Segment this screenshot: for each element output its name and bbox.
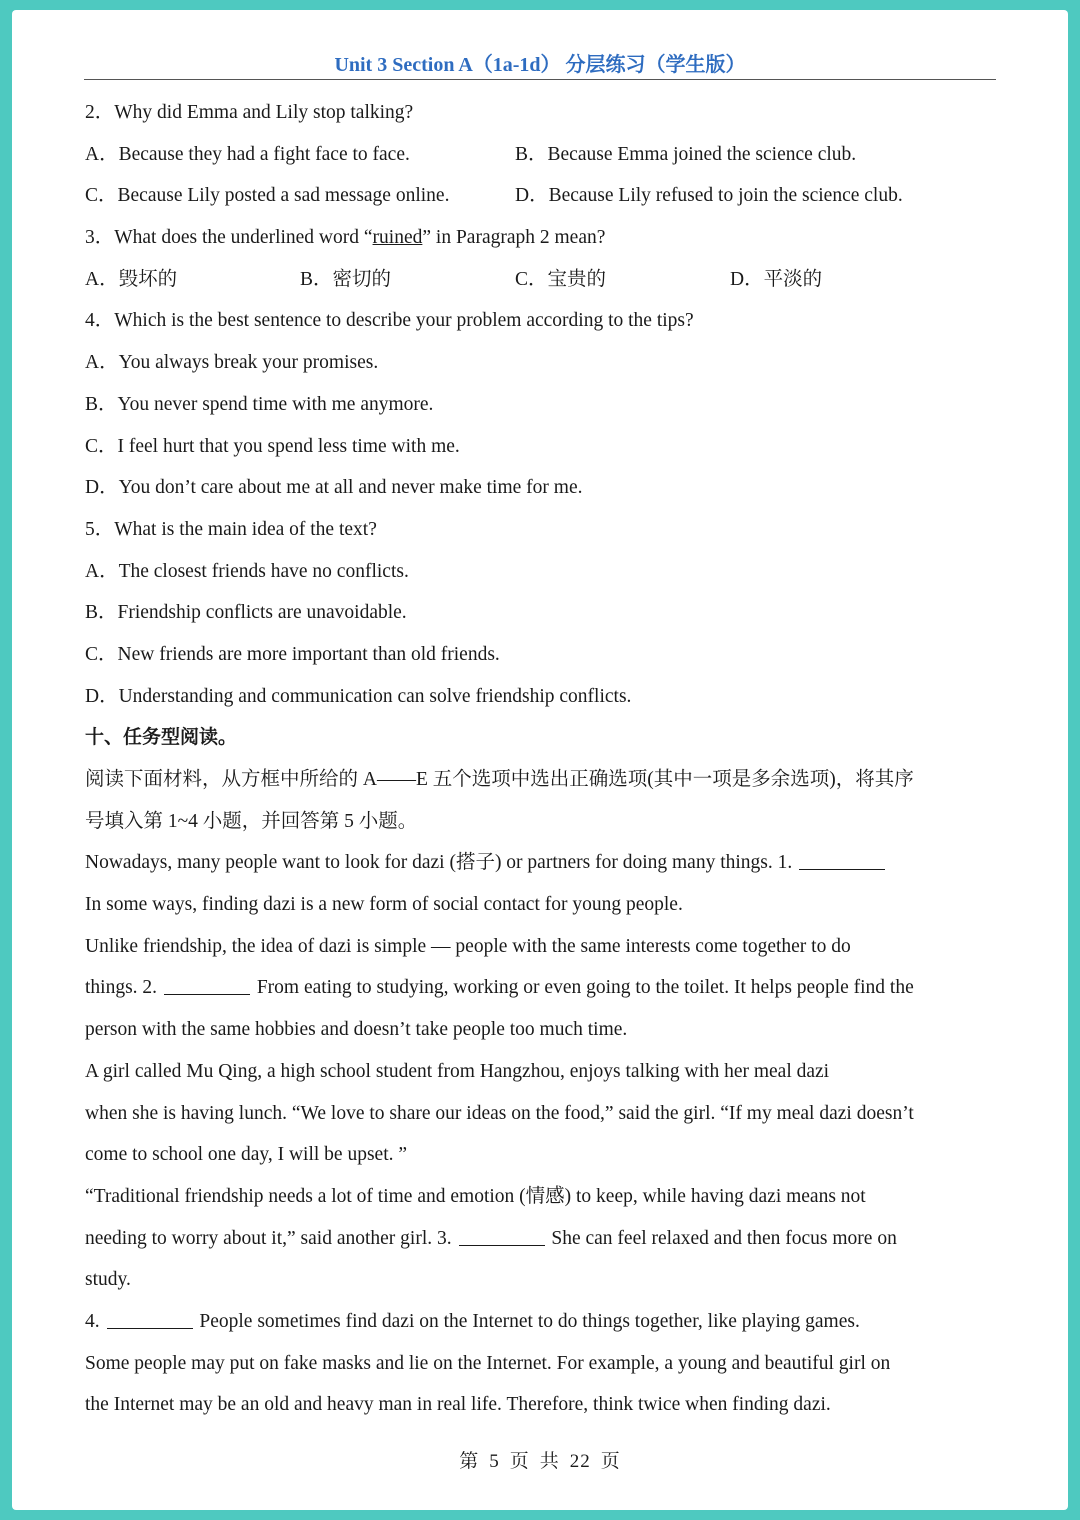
question-2-options-row-1 <box>85 134 995 176</box>
question-2-option-d: D．Because Lily refused to join the science club. <box>515 185 903 207</box>
footer-word: 共 <box>539 1451 560 1472</box>
question-3-option-d: D．平淡的 <box>730 268 823 290</box>
question-2-option-b: B．Because Emma joined the science club. <box>515 143 857 165</box>
passage-p2-line-3: person with the same hobbies and doesn’t take people too much time. <box>85 1019 628 1041</box>
question-3-stem-pre: 3．What does the underlined word “ <box>85 227 373 249</box>
question-5-option-a: A．The closest friends have no conflicts. <box>85 560 409 582</box>
answer-blank-4[interactable] <box>107 1308 193 1329</box>
passage-text: needing to worry about it,” said another girl. 3. <box>85 1227 452 1249</box>
passage-text: People sometimes find dazi on the Internet to do things together, like playing games. <box>199 1310 860 1332</box>
instructions-line-1: 阅读下面材料，从方框中所给的 A——E 五个选项中选出正确选项(其中一项是多余选项)，将其序 <box>85 769 914 790</box>
passage-p4-line-3: study. <box>85 1269 131 1291</box>
document-body <box>85 92 995 1426</box>
answer-blank-1[interactable] <box>799 849 885 870</box>
footer-total-pages: 22 <box>569 1451 591 1472</box>
question-3-stem-post: ” in Paragraph 2 mean? <box>422 227 606 249</box>
question-3-options <box>85 259 995 301</box>
question-5-option-b: B．Friendship conflicts are unavoidable. <box>85 602 407 624</box>
passage-p3-line-2: when she is having lunch. “We love to share our ideas on the food,” said the girl. “If my meal dazi doesn’t <box>85 1102 914 1124</box>
passage-p5-line-2: Some people may put on fake masks and lie on the Internet. For example, a young and beautiful girl on <box>85 1352 891 1374</box>
page-footer <box>12 1446 1068 1473</box>
question-3-option-a: A．毁坏的 <box>85 268 178 290</box>
instructions-line-2: 号填入第 1~4 小题，并回答第 5 小题。 <box>85 810 418 832</box>
passage-p4-line-2 <box>85 1218 995 1260</box>
question-2-stem: 2．Why did Emma and Lily stop talking? <box>85 102 414 123</box>
passage-p5-line-1 <box>85 1301 995 1343</box>
question-4-option-b: B．You never spend time with me anymore. <box>85 393 434 415</box>
question-4-option-a: A．You always break your promises. <box>85 352 379 374</box>
passage-p5-line-3: the Internet may be an old and heavy man in real life. Therefore, think twice when finding dazi. <box>85 1394 831 1416</box>
question-4-option-c: C．I feel hurt that you spend less time with me. <box>85 435 460 457</box>
passage-p1-line-2: In some ways, finding dazi is a new form of social contact for young people. <box>85 894 683 916</box>
question-2-option-a: A．Because they had a fight face to face. <box>85 143 410 165</box>
passage-p3-line-1 <box>85 1051 995 1093</box>
question-5-option-d: D．Understanding and communication can solve friendship conflicts. <box>85 685 632 707</box>
page <box>12 10 1068 1510</box>
passage-text: things. 2. <box>85 977 158 999</box>
question-4-option-d: D．You don’t care about me at all and never make time for me. <box>85 477 583 499</box>
passage-text: A girl called Mu Qing, a high school student from Hangzhou, enjoys talking with her meal dazi <box>85 1060 830 1082</box>
question-2-option-c: C．Because Lily posted a sad message online. <box>85 185 450 207</box>
question-4-stem: 4．Which is the best sentence to describe your problem according to the tips? <box>85 310 694 332</box>
passage-text: Unlike friendship, the idea of dazi is simple — people with the same interests come together to do <box>85 935 851 957</box>
question-3-option-b: B．密切的 <box>300 268 392 290</box>
footer-page-number: 5 <box>489 1451 500 1472</box>
passage-text: “Traditional friendship needs a lot of time and emotion (情感) to keep, while having dazi means not <box>85 1185 866 1207</box>
passage-p2-line-1 <box>85 926 995 968</box>
answer-blank-3[interactable] <box>459 1225 545 1246</box>
section-title: 十、任务型阅读。 <box>85 726 238 749</box>
passage-text: From eating to studying, working or even going to the toilet. It helps people find the <box>256 977 914 999</box>
passage-text: She can feel relaxed and then focus more on <box>551 1227 897 1249</box>
question-5-option-c: C．New friends are more important than old friends. <box>85 643 500 665</box>
passage-p3-line-3: come to school one day, I will be upset. ” <box>85 1144 408 1166</box>
question-3-option-c: C．宝贵的 <box>515 268 607 290</box>
footer-word: 页 <box>509 1451 530 1472</box>
passage-text: 4. <box>85 1310 100 1332</box>
footer-word: 页 <box>600 1451 621 1472</box>
page-header-title: Unit 3 Section A（1a-1d） 分层练习（学生版） <box>334 54 746 76</box>
passage-text: Nowadays, many people want to look for dazi (搭子) or partners for doing many things. 1. <box>85 852 793 874</box>
question-3-stem <box>85 217 995 259</box>
passage-p2-line-2 <box>85 967 995 1009</box>
underlined-word: ruined <box>372 227 423 249</box>
footer-word: 第 <box>459 1451 480 1472</box>
question-5-stem: 5．What is the main idea of the text? <box>85 518 377 540</box>
header-divider <box>84 79 996 80</box>
passage-p4-line-1 <box>85 1176 995 1218</box>
answer-blank-2[interactable] <box>164 974 250 995</box>
question-2-options-row-2 <box>85 175 995 217</box>
passage-p1-line-1 <box>85 842 995 884</box>
